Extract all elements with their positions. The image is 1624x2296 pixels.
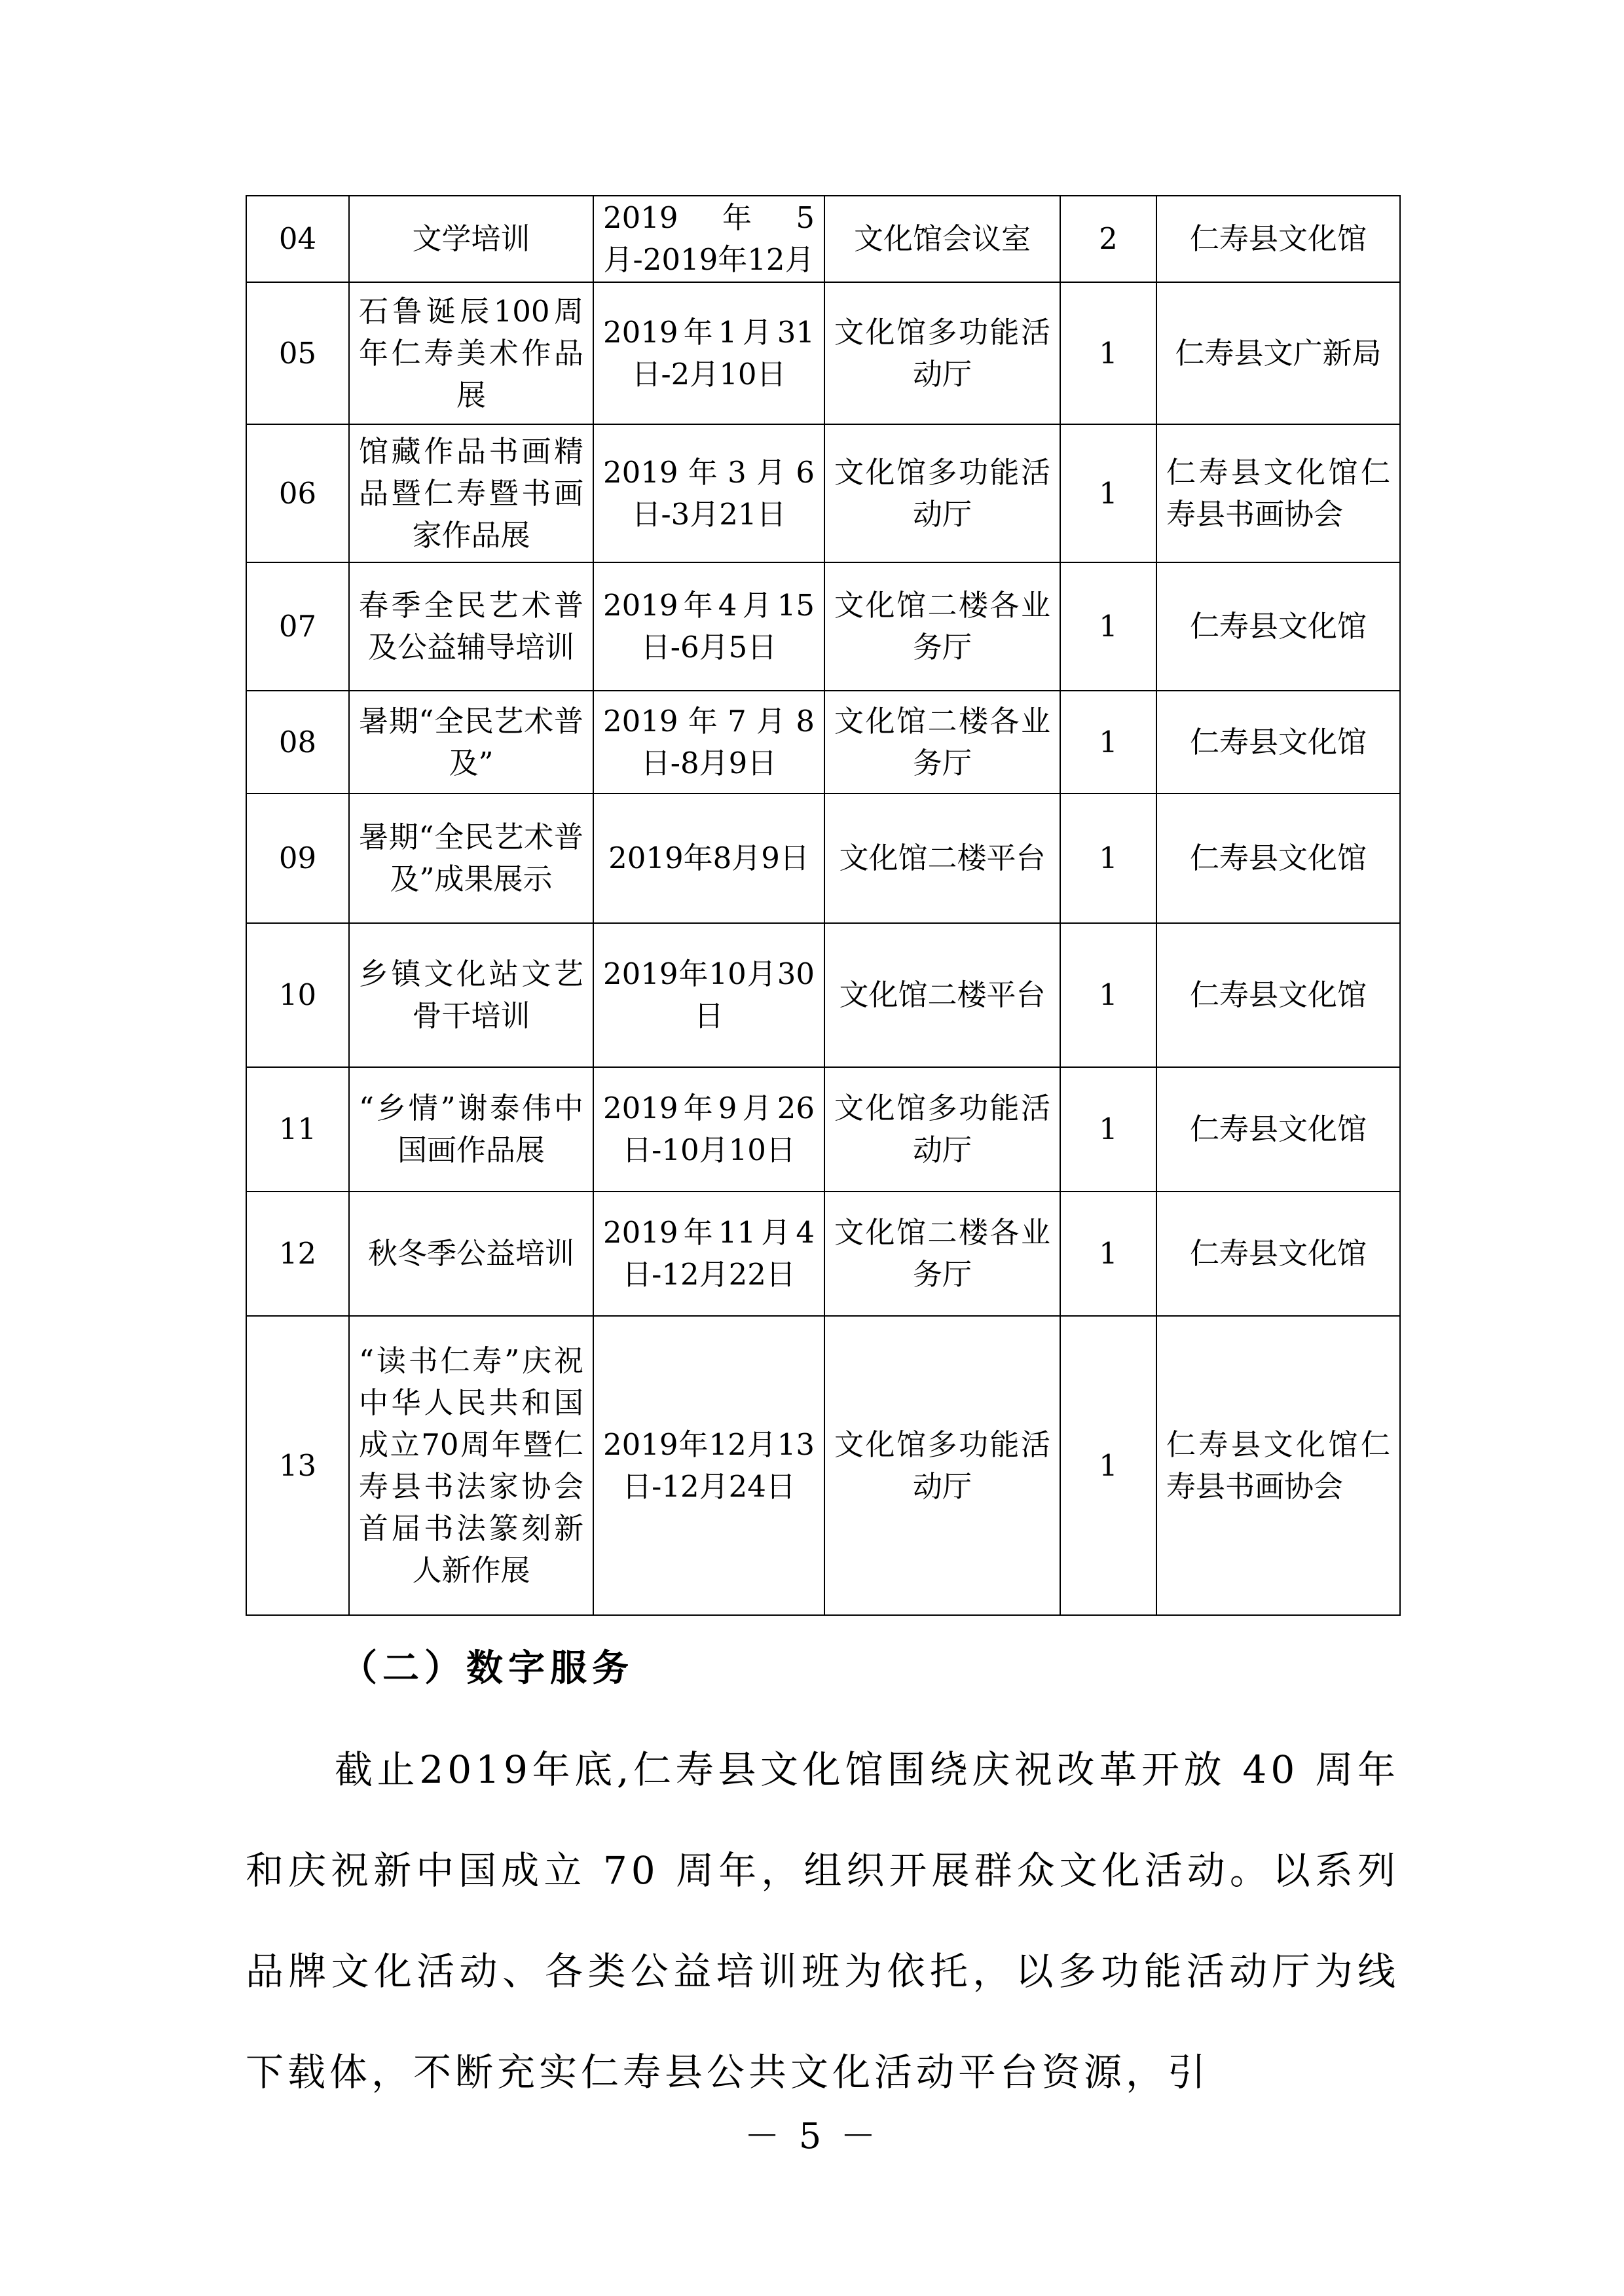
activity-name-cell [349, 562, 593, 691]
activity-place-text: 文化馆二楼平台 [839, 977, 1046, 1012]
organizer-cell [1156, 282, 1400, 424]
activity-count-text: 1 [1099, 335, 1118, 371]
organizer-cell [1156, 1067, 1400, 1192]
table-row [246, 1316, 1400, 1615]
activity-name-cell [349, 1192, 593, 1316]
activity-name-text: 暑期“全民艺术普及” [359, 703, 583, 780]
organizer-text: 仁寿县文化馆 [1189, 724, 1367, 759]
organizer-cell [1156, 196, 1400, 282]
row-number-text: 10 [278, 977, 317, 1012]
activity-time-text: 2019年3月6日-3月21日 [603, 454, 815, 532]
row-number-text: 08 [278, 724, 317, 759]
activity-place-cell [824, 1067, 1060, 1192]
organizer-cell [1156, 1316, 1400, 1615]
activity-count-cell [1060, 1192, 1156, 1316]
activity-table [246, 195, 1401, 1616]
activity-place-text: 文化馆多功能活动厅 [834, 1427, 1050, 1504]
activity-place-text: 文化馆多功能活动厅 [834, 1091, 1050, 1167]
activity-time-text: 2019年9月26日-10月10日 [603, 1091, 815, 1167]
activity-place-text: 文化馆二楼各业务厅 [834, 703, 1050, 780]
activity-place-cell [824, 923, 1060, 1067]
activity-time-text: 2019年4月15日-6月5日 [603, 588, 815, 665]
organizer-cell [1156, 562, 1400, 691]
activity-time-cell [593, 1316, 824, 1615]
page-number: － 5 － [744, 2115, 880, 2157]
row-number-text: 07 [278, 609, 317, 644]
activity-name-text: 石鲁诞辰100周年仁寿美术作品展 [359, 293, 583, 412]
activity-time-text: 2019年11月4日-12月22日 [603, 1215, 815, 1292]
table-row [246, 923, 1400, 1067]
organizer-text: 仁寿县文化馆仁寿县书画协会 [1166, 454, 1390, 532]
activity-name-cell [349, 196, 593, 282]
activity-time-text: 2019年7月8日-8月9日 [603, 703, 815, 780]
row-number-cell [246, 1067, 349, 1192]
row-number-cell [246, 691, 349, 793]
row-number-text: 04 [278, 221, 317, 256]
activity-place-cell [824, 562, 1060, 691]
table-row [246, 793, 1400, 923]
row-number-cell [246, 1316, 349, 1615]
activity-place-cell [824, 424, 1060, 562]
activity-name-text: 暑期“全民艺术普及”成果展示 [359, 820, 583, 896]
table-row [246, 1192, 1400, 1316]
activity-time-cell [593, 1067, 824, 1192]
row-number-text: 09 [278, 841, 317, 875]
activity-time-cell [593, 424, 824, 562]
activity-place-cell [824, 793, 1060, 923]
row-number-text: 11 [278, 1112, 317, 1146]
activity-time-cell [593, 1192, 824, 1316]
organizer-cell [1156, 923, 1400, 1067]
organizer-text: 仁寿县文化馆 [1189, 609, 1367, 644]
table-row [246, 562, 1400, 691]
activity-name-cell [349, 691, 593, 793]
table-row [246, 691, 1400, 793]
section-heading: （二）数字服务 [341, 1647, 634, 1690]
activity-name-cell [349, 1316, 593, 1615]
activity-name-cell [349, 793, 593, 923]
activity-place-cell [824, 282, 1060, 424]
activity-place-text: 文化馆二楼各业务厅 [834, 588, 1050, 665]
activity-count-cell [1060, 691, 1156, 793]
activity-count-cell [1060, 282, 1156, 424]
activity-name-text: 馆藏作品书画精品暨仁寿暨书画家作品展 [359, 433, 583, 553]
organizer-text: 仁寿县文化馆 [1189, 841, 1367, 875]
activity-place-text: 文化馆二楼各业务厅 [834, 1215, 1050, 1292]
organizer-text: 仁寿县文化馆仁寿县书画协会 [1166, 1427, 1390, 1504]
body-paragraph: 截止2019年底,仁寿县文化馆围绕庆祝改革开放 40 周年和庆祝新中国成立 70 周年，组织开展群众文化活动。以系列品牌文化活动、各类公益培训班为依托，以多功能活动厅为线下载体，不断充实仁寿县公共文化活动平台资源，引 [246, 1747, 1399, 2094]
activity-time-text: 2019年5月-2019年12月 [603, 200, 815, 277]
activity-place-text: 文化馆二楼平台 [839, 841, 1046, 875]
activity-name-text: “读书仁寿”庆祝中华人民共和国成立70周年暨仁寿县书法家协会首届书法篆刻新人新作展 [359, 1343, 583, 1588]
table-row [246, 424, 1400, 562]
activity-time-text: 2019年12月13日-12月24日 [603, 1427, 815, 1504]
organizer-cell [1156, 691, 1400, 793]
row-number-text: 13 [278, 1448, 317, 1483]
activity-count-text: 2 [1099, 221, 1118, 256]
activity-count-cell [1060, 1316, 1156, 1615]
activity-time-text: 2019年1月31日-2月10日 [603, 314, 815, 392]
activity-count-text: 1 [1099, 977, 1118, 1012]
activity-place-cell [824, 1192, 1060, 1316]
activity-name-text: 乡镇文化站文艺骨干培训 [359, 957, 583, 1033]
activity-count-text: 1 [1099, 841, 1118, 875]
organizer-cell [1156, 424, 1400, 562]
row-number-cell [246, 282, 349, 424]
activity-time-cell [593, 793, 824, 923]
activity-count-text: 1 [1099, 609, 1118, 644]
row-number-cell [246, 793, 349, 923]
row-number-cell [246, 562, 349, 691]
table-row [246, 282, 1400, 424]
activity-count-text: 1 [1099, 1112, 1118, 1146]
activity-place-text: 文化馆会议室 [853, 221, 1031, 256]
organizer-cell [1156, 793, 1400, 923]
activity-count-cell [1060, 923, 1156, 1067]
activity-place-cell [824, 691, 1060, 793]
activity-name-text: 秋冬季公益培训 [367, 1236, 574, 1271]
row-number-text: 06 [278, 475, 317, 511]
activity-count-cell [1060, 793, 1156, 923]
activity-place-text: 文化馆多功能活动厅 [834, 454, 1050, 532]
activity-place-cell [824, 1316, 1060, 1615]
table-body [246, 196, 1400, 1615]
organizer-text: 仁寿县文广新局 [1175, 335, 1382, 371]
activity-name-cell [349, 1067, 593, 1192]
activity-name-cell [349, 923, 593, 1067]
activity-name-cell [349, 424, 593, 562]
activity-place-cell [824, 196, 1060, 282]
organizer-text: 仁寿县文化馆 [1189, 1112, 1367, 1146]
row-number-text: 12 [278, 1236, 317, 1271]
organizer-text: 仁寿县文化馆 [1189, 221, 1367, 256]
organizer-text: 仁寿县文化馆 [1189, 977, 1367, 1012]
row-number-cell [246, 1192, 349, 1316]
organizer-text: 仁寿县文化馆 [1189, 1236, 1367, 1271]
activity-time-cell [593, 282, 824, 424]
row-number-cell [246, 196, 349, 282]
activity-count-cell [1060, 1067, 1156, 1192]
table-row [246, 1067, 1400, 1192]
row-number-text: 05 [278, 335, 317, 371]
activity-time-text: 2019年8月9日 [608, 841, 809, 875]
activity-name-text: 文学培训 [412, 221, 530, 256]
activity-time-cell [593, 923, 824, 1067]
activity-time-cell [593, 196, 824, 282]
activity-count-text: 1 [1099, 1448, 1118, 1483]
activity-count-text: 1 [1099, 1236, 1118, 1271]
activity-name-text: 春季全民艺术普及公益辅导培训 [359, 588, 583, 665]
activity-count-text: 1 [1099, 724, 1118, 759]
row-number-cell [246, 424, 349, 562]
activity-count-cell [1060, 196, 1156, 282]
activity-count-cell [1060, 424, 1156, 562]
row-number-cell [246, 923, 349, 1067]
activity-count-cell [1060, 562, 1156, 691]
organizer-cell [1156, 1192, 1400, 1316]
table-row [246, 196, 1400, 282]
activity-count-text: 1 [1099, 475, 1118, 511]
activity-name-text: “乡情”谢泰伟中国画作品展 [359, 1091, 583, 1167]
activity-time-text: 2019年10月30日 [603, 957, 815, 1033]
activity-name-cell [349, 282, 593, 424]
activity-time-cell [593, 562, 824, 691]
activity-time-cell [593, 691, 824, 793]
activity-place-text: 文化馆多功能活动厅 [834, 314, 1050, 392]
